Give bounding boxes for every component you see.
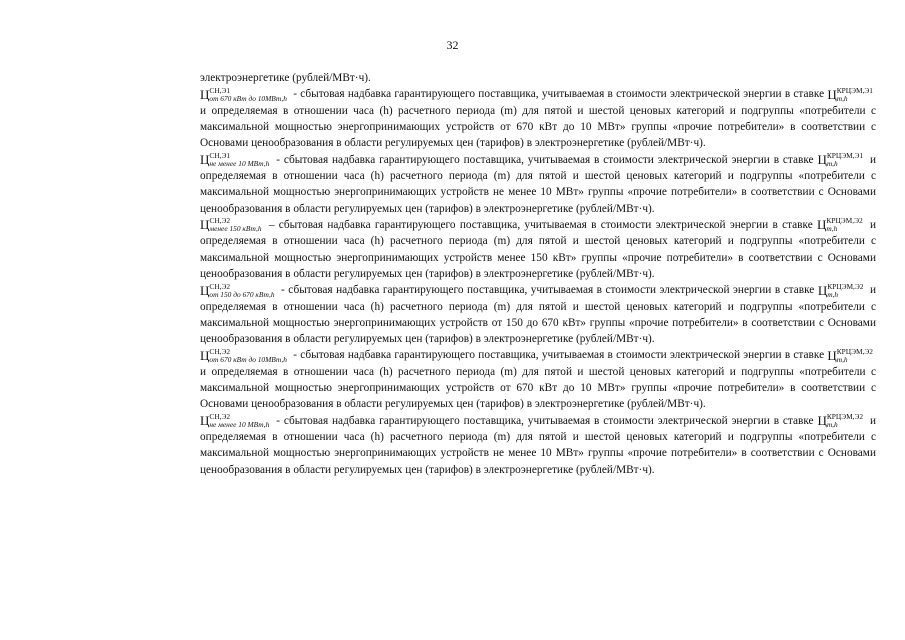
rate-superscript: КРЦЭМ,Э1 xyxy=(826,151,864,160)
rate-base: Ц xyxy=(817,217,827,233)
definition-paragraph xyxy=(200,217,876,282)
formula-subscript: менее 150 кВт,h xyxy=(209,224,262,234)
formula-base: Ц xyxy=(200,152,210,167)
rate-subscript: m,h xyxy=(836,354,848,364)
rate-symbol xyxy=(817,413,863,429)
formula-superscript: СН,Э2 xyxy=(209,346,231,356)
formula-symbol xyxy=(200,348,287,364)
paragraph-text-continued: и определяемая в отношении часа (h) расчетного периода (m) для пятой и шестой ценовых категорий и подгруппы «потребители с максимальной мощностью энергопринимающих устройств менее 150 кВт» группы «прочие потребители» в соответствии с Основами ценообразования в области регулируемых цен (тарифов) в электроэнергетике (рублей/МВт·ч). xyxy=(200,218,877,280)
paragraph-text-continued: и определяемая в отношении часа (h) расчетного периода (m) для пятой и шестой ценовых категорий и подгруппы «потребители с максимальной мощностью энергопринимающих устройств не менее 10 МВт» группы «прочие потребители» в соответствии с Основами ценообразования в области регулируемых цен (тарифов) в электроэнергетике (рублей/МВт·ч). xyxy=(200,414,876,476)
definition-paragraph xyxy=(200,282,876,347)
paragraph-text: сбытовая надбавка гарантирующего поставщика, учитываемая в стоимости электрической энергии в ставке xyxy=(283,153,818,166)
formula-base: Ц xyxy=(200,217,210,233)
rate-superscript: КРЦЭМ,Э2 xyxy=(827,281,864,291)
dash: - xyxy=(272,414,284,427)
paragraph-text: сбытовая надбавка гарантирующего поставщика, учитываемая в стоимости электрической энергии в ставке xyxy=(300,349,828,362)
rate-subscript: m,h xyxy=(827,289,839,299)
paragraph-text-continued: и определяемая в отношении часа (h) расчетного периода (m) для пятой и шестой ценовых категорий и подгруппы «потребители с максимальной мощностью энергопринимающих устройств от 670 кВт до 10 МВт» группы «прочие потребители» в соответствии с Основами ценообразования в области регулируемых цен (тарифов) в электроэнергетике (рублей/МВт·ч). xyxy=(200,365,876,411)
formula-superscript: СН,Э2 xyxy=(209,281,231,291)
paragraph-text: сбытовая надбавка гарантирующего поставщика, учитываемая в стоимости электрической энергии в ставке xyxy=(278,218,818,231)
paragraph-text-continued: и определяемая в отношении часа (h) расчетного периода (m) для пятой и шестой ценовых категорий и подгруппы «потребители с максимальной мощностью энергопринимающих устройств от 670 кВт до 10 МВт» группы «прочие потребители» в соответствии с Основами ценообразования в области регулируемых цен (тарифов) в электроэнергетике (рублей/МВт·ч). xyxy=(200,104,876,150)
formula-subscript: от 670 кВт до 10МВт,h xyxy=(209,354,287,364)
formula-base: Ц xyxy=(200,86,210,102)
formula-subscript: от 670 кВт до 10МВт,h xyxy=(209,93,287,103)
rate-symbol xyxy=(818,283,864,299)
intro-line: электроэнергетике (рублей/МВт·ч). xyxy=(200,72,371,84)
formula-subscript: от 150 до 670 кВт,h xyxy=(209,289,275,299)
definition-paragraph xyxy=(200,86,876,151)
rate-base: Ц xyxy=(827,86,837,102)
rate-base: Ц xyxy=(817,413,827,429)
formula-symbol xyxy=(200,87,287,103)
formula-symbol xyxy=(200,283,275,299)
formula-symbol xyxy=(200,152,269,168)
paragraph-text: сбытовая надбавка гарантирующего поставщика, учитываемая в стоимости электрической энергии в ставке xyxy=(288,284,818,297)
rate-subscript: m,h xyxy=(836,93,848,103)
rate-symbol xyxy=(827,348,873,364)
formula-base: Ц xyxy=(200,282,210,298)
dash: - xyxy=(289,349,301,362)
dash: - xyxy=(289,88,301,101)
rate-subscript: m,h xyxy=(826,224,838,234)
rate-symbol xyxy=(827,87,873,103)
formula-base: Ц xyxy=(200,347,210,363)
rate-symbol xyxy=(817,217,863,233)
definition-paragraph xyxy=(200,413,876,478)
document-body xyxy=(200,70,876,478)
formula-superscript: СН,Э1 xyxy=(209,151,231,160)
rate-superscript: КРЦЭМ,Э2 xyxy=(836,346,873,356)
formula-subscript: не менее 10 МВт,h xyxy=(209,159,270,168)
paragraph-text-continued: и определяемая в отношении часа (h) расчетного периода (m) для пятой и шестой ценовых категорий и подгруппы «потребители с максимальной мощностью энергопринимающих устройств не менее 10 МВт» группы «прочие потребители» в соответствии с Основами ценообразования в области регулируемых цен (тарифов) в электроэнергетике (рублей/МВт·ч). xyxy=(200,153,876,215)
rate-subscript: m,h xyxy=(826,420,838,430)
formula-superscript: СН,Э2 xyxy=(209,216,231,226)
rate-symbol xyxy=(817,152,863,168)
paragraph-text: сбытовая надбавка гарантирующего поставщика, учитываемая в стоимости электрической энергии в ставке xyxy=(300,88,828,101)
definition-paragraph xyxy=(200,152,876,217)
rate-base: Ц xyxy=(817,152,827,167)
paragraph-text: сбытовая надбавка гарантирующего поставщика, учитываемая в стоимости электрической энергии в ставке xyxy=(283,414,818,427)
page-number: 32 xyxy=(446,38,459,52)
rate-superscript: КРЦЭМ,Э1 xyxy=(836,85,873,95)
rate-base: Ц xyxy=(817,282,828,298)
formula-symbol xyxy=(200,217,262,233)
formula-subscript: не менее 10 МВт,h xyxy=(209,420,270,430)
definition-paragraph xyxy=(200,347,876,412)
dash: – xyxy=(264,218,279,231)
rate-base: Ц xyxy=(827,347,837,363)
formula-superscript: СН,Э1 xyxy=(209,85,231,95)
formula-base: Ц xyxy=(200,413,210,429)
paragraph-text-continued: и определяемая в отношении часа (h) расчетного периода (m) для пятой и шестой ценовых категорий и подгруппы «потребители с максимальной мощностью энергопринимающих устройств от 150 до 670 кВт» группы «прочие потребители» в соответствии с Основами ценообразования в области регулируемых цен (тарифов) в электроэнергетике (рублей/МВт·ч). xyxy=(200,284,876,346)
rate-superscript: КРЦЭМ,Э2 xyxy=(826,216,863,226)
dash: - xyxy=(277,284,289,297)
rate-subscript: m,h xyxy=(826,159,838,168)
dash: - xyxy=(272,153,284,166)
formula-superscript: СН,Э2 xyxy=(209,412,231,422)
formula-symbol xyxy=(200,413,269,429)
rate-superscript: КРЦЭМ,Э2 xyxy=(826,412,864,422)
